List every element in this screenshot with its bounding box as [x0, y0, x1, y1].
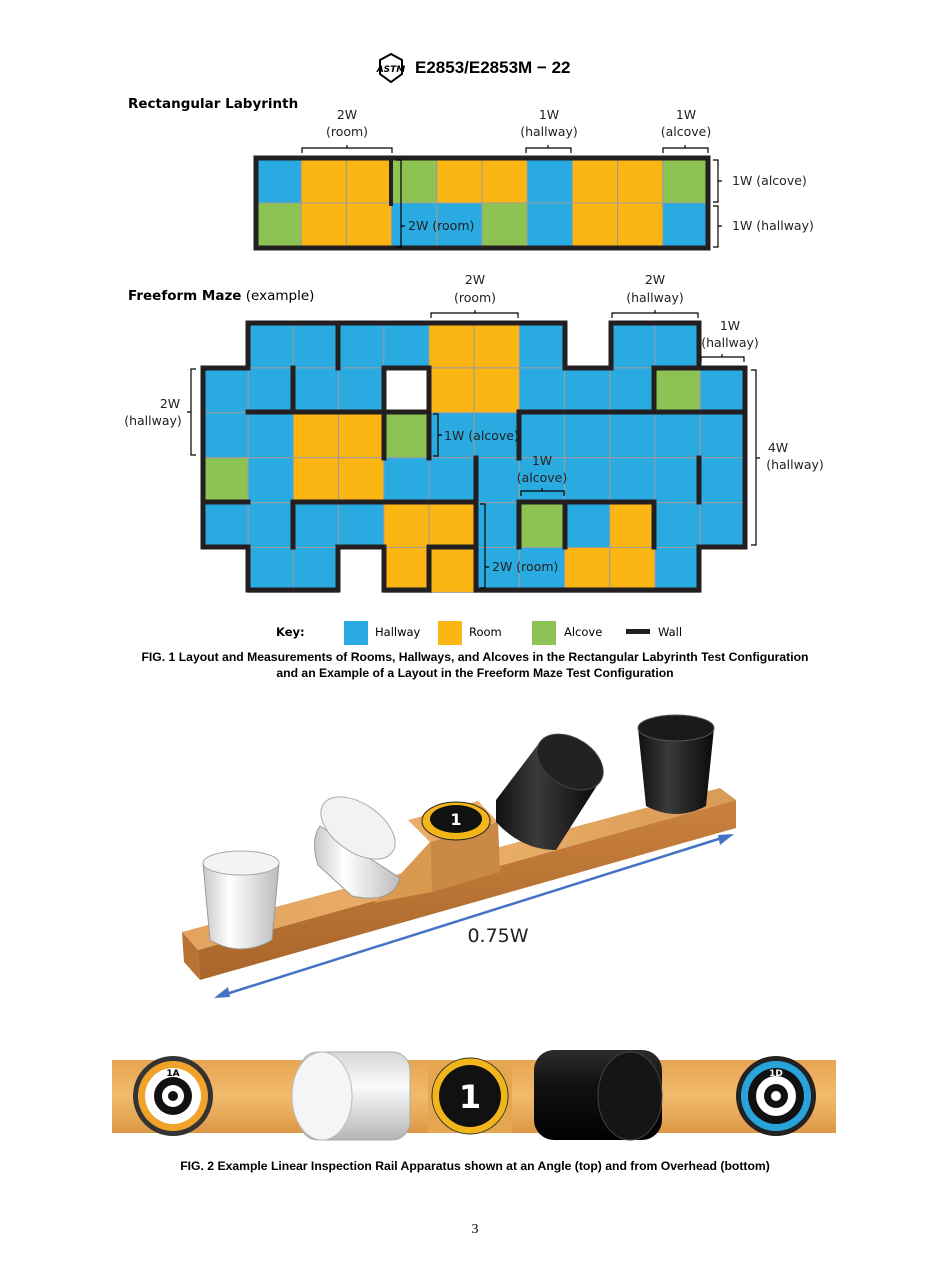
grid-cell — [293, 548, 338, 593]
grid-cell — [610, 413, 655, 458]
grid-cell — [384, 323, 429, 368]
grid-cell — [610, 368, 655, 413]
grid-cell — [655, 323, 700, 368]
label-maze-1w-hallway-2: (hallway) — [701, 335, 759, 350]
grid-cell — [248, 323, 293, 368]
label-maze-mid-alcove-1: 1W — [531, 453, 553, 468]
grid-cell — [301, 203, 346, 248]
label-maze-inner-alcove: 1W (alcove) — [444, 428, 519, 443]
label-maze-1w-hallway-1: 1W — [719, 318, 741, 333]
freeform-maze-title-rest: (example) — [241, 288, 315, 304]
grid-cell — [293, 323, 338, 368]
overhead-white-cup — [292, 1052, 410, 1140]
grid-cell — [618, 203, 663, 248]
bracket-right-hallway — [713, 206, 722, 247]
grid-cell — [565, 413, 610, 458]
grid-cell — [203, 503, 248, 548]
grid-cell — [429, 548, 474, 593]
bracket-top-alcove — [663, 145, 708, 153]
label-maze-left-hallway-2: (hallway) — [124, 413, 182, 428]
grid-cell — [293, 413, 338, 458]
grid-cell — [339, 368, 384, 413]
grid-cell — [482, 203, 527, 248]
label-maze-top-room-2: (room) — [453, 290, 497, 305]
overhead-target-right — [736, 1056, 816, 1136]
label-maze-top-hallway-1: 2W — [644, 272, 666, 287]
grid-cell — [203, 368, 248, 413]
grid-cell — [392, 158, 437, 203]
grid-cell — [565, 548, 610, 593]
grid-cell — [700, 368, 745, 413]
grid-cell — [610, 323, 655, 368]
bracket-top-hallway — [526, 145, 571, 153]
grid-cell — [248, 548, 293, 593]
grid-cell — [248, 413, 293, 458]
grid-cell — [474, 368, 519, 413]
legend-title: Key: — [276, 625, 305, 639]
legend-swatch-room — [438, 621, 462, 645]
rectangular-labyrinth-diagram — [0, 0, 950, 270]
grid-cell — [256, 158, 301, 203]
fig2-caption: FIG. 2 Example Linear Inspection Rail Apparatus shown at an Angle (top) and from Overhead (bottom) — [180, 1159, 770, 1173]
grid-cell — [293, 458, 338, 503]
label-maze-mid-alcove-2: (alcove) — [516, 470, 568, 485]
fig2-angled-view — [0, 700, 950, 1020]
grid-cell — [663, 158, 708, 203]
grid-cell — [655, 413, 700, 458]
label-right-hallway: 1W (hallway) — [732, 218, 814, 233]
grid-cell — [610, 548, 655, 593]
label-inner-room: 2W (room) — [408, 218, 475, 233]
grid-cell — [663, 203, 708, 248]
bracket-maze-top-room — [431, 310, 518, 318]
grid-cell — [248, 368, 293, 413]
overhead-target-right-label: 1D — [769, 1069, 783, 1079]
grid-cell — [565, 503, 610, 548]
legend-label-wall: Wall — [658, 625, 683, 639]
rectangular-labyrinth-title-text: Rectangular Labyrinth — [128, 96, 299, 112]
legend — [0, 614, 950, 648]
label-maze-right-hallway-1: 4W — [767, 440, 789, 455]
grid-cell — [248, 503, 293, 548]
grid-cell — [610, 503, 655, 548]
grid-cell — [610, 458, 655, 503]
grid-cell — [384, 548, 429, 593]
label-maze-right-hallway-2: (hallway) — [766, 457, 824, 472]
label-right-alcove: 1W (alcove) — [732, 173, 807, 188]
standard-designation: E2853/E2853M − 22 — [415, 58, 571, 77]
grid-cell — [384, 368, 429, 413]
legend-label-hallway: Hallway — [375, 625, 421, 639]
dimension-label: 0.75W — [467, 925, 529, 947]
fig2-overhead-view — [0, 1040, 950, 1150]
grid-cell — [474, 458, 519, 503]
grid-cell — [474, 323, 519, 368]
overhead-target-left-label: 1A — [166, 1069, 180, 1079]
bracket-maze-1w-hallway — [701, 354, 744, 362]
grid-cell — [700, 413, 745, 458]
label-top-hallway-2: (hallway) — [520, 124, 578, 139]
grid-cell — [339, 323, 384, 368]
overhead-black-cup — [534, 1050, 662, 1140]
grid-cell — [384, 458, 429, 503]
label-top-room-1: 2W — [336, 107, 358, 122]
label-maze-left-hallway-1: 2W — [159, 396, 181, 411]
grid-cell — [565, 368, 610, 413]
grid-cell — [293, 503, 338, 548]
grid-cell — [527, 203, 572, 248]
bracket-maze-top-hallway — [612, 310, 698, 318]
svg-text:ASTM: ASTM — [376, 65, 406, 75]
bracket-right-alcove — [713, 160, 722, 202]
rectangular-labyrinth-grid — [256, 158, 708, 248]
grid-cell — [384, 503, 429, 548]
legend-label-room: Room — [469, 625, 502, 639]
grid-cell — [474, 503, 519, 548]
target-disc-label: 1 — [450, 810, 462, 829]
bracket-maze-right-hallway — [751, 370, 760, 545]
grid-cell — [203, 458, 248, 503]
page-number: 3 — [471, 1222, 479, 1237]
white-cup-tilted — [310, 784, 406, 898]
grid-cell — [384, 413, 429, 458]
grid-cell — [437, 158, 482, 203]
grid-cell — [655, 503, 700, 548]
grid-cell — [655, 368, 700, 413]
grid-cell — [256, 203, 301, 248]
grid-cell — [346, 158, 391, 203]
grid-cell — [301, 158, 346, 203]
legend-label-alcove: Alcove — [564, 625, 603, 639]
grid-cell — [429, 503, 474, 548]
grid-cell — [519, 413, 564, 458]
grid-cell — [655, 458, 700, 503]
grid-cell — [618, 158, 663, 203]
bracket-top-room — [302, 145, 392, 153]
grid-cell — [655, 548, 700, 593]
label-maze-top-room-1: 2W — [464, 272, 486, 287]
legend-swatch-hallway — [344, 621, 368, 645]
fig1-caption-line1: FIG. 1 Layout and Measurements of Rooms, Hallways, and Alcoves in the Rectangular Labyrinth Test Configuration — [141, 650, 809, 664]
grid-cell — [248, 458, 293, 503]
grid-cell — [429, 323, 474, 368]
grid-cell — [527, 158, 572, 203]
grid-cell — [339, 503, 384, 548]
grid-cell — [519, 503, 564, 548]
label-maze-top-hallway-2: (hallway) — [626, 290, 684, 305]
black-cup-upright — [638, 715, 714, 814]
label-top-hallway-1: 1W — [538, 107, 560, 122]
grid-cell — [700, 503, 745, 548]
target-disc — [422, 802, 490, 840]
legend-swatch-wall — [626, 629, 650, 634]
freeform-maze-title-bold: Freeform Maze — [128, 288, 242, 304]
white-cup-upright — [203, 851, 279, 949]
grid-cell — [565, 458, 610, 503]
fig1-caption-line2: and an Example of a Layout in the Freeform Maze Test Configuration — [276, 665, 674, 680]
grid-cell — [572, 158, 617, 203]
grid-cell — [519, 368, 564, 413]
grid-cell — [429, 458, 474, 503]
bracket-maze-left-hallway — [187, 369, 196, 455]
overhead-center-label: 1 — [458, 1078, 482, 1116]
legend-swatch-alcove — [532, 621, 556, 645]
grid-cell — [203, 413, 248, 458]
grid-cell — [482, 158, 527, 203]
grid-cell — [293, 368, 338, 413]
grid-cell — [346, 203, 391, 248]
label-maze-inner-room: 2W (room) — [492, 559, 559, 574]
label-top-room-2: (room) — [325, 124, 369, 139]
overhead-target-left — [133, 1056, 213, 1136]
overhead-center-target — [428, 1058, 512, 1134]
label-top-alcove-1: 1W — [675, 107, 697, 122]
grid-cell — [429, 368, 474, 413]
grid-cell — [519, 323, 564, 368]
label-top-alcove-2: (alcove) — [660, 124, 712, 139]
grid-cell — [339, 413, 384, 458]
grid-cell — [572, 203, 617, 248]
grid-cell — [339, 458, 384, 503]
fig1-caption — [60, 650, 890, 681]
freeform-maze-diagram — [0, 260, 950, 620]
grid-cell — [700, 458, 745, 503]
